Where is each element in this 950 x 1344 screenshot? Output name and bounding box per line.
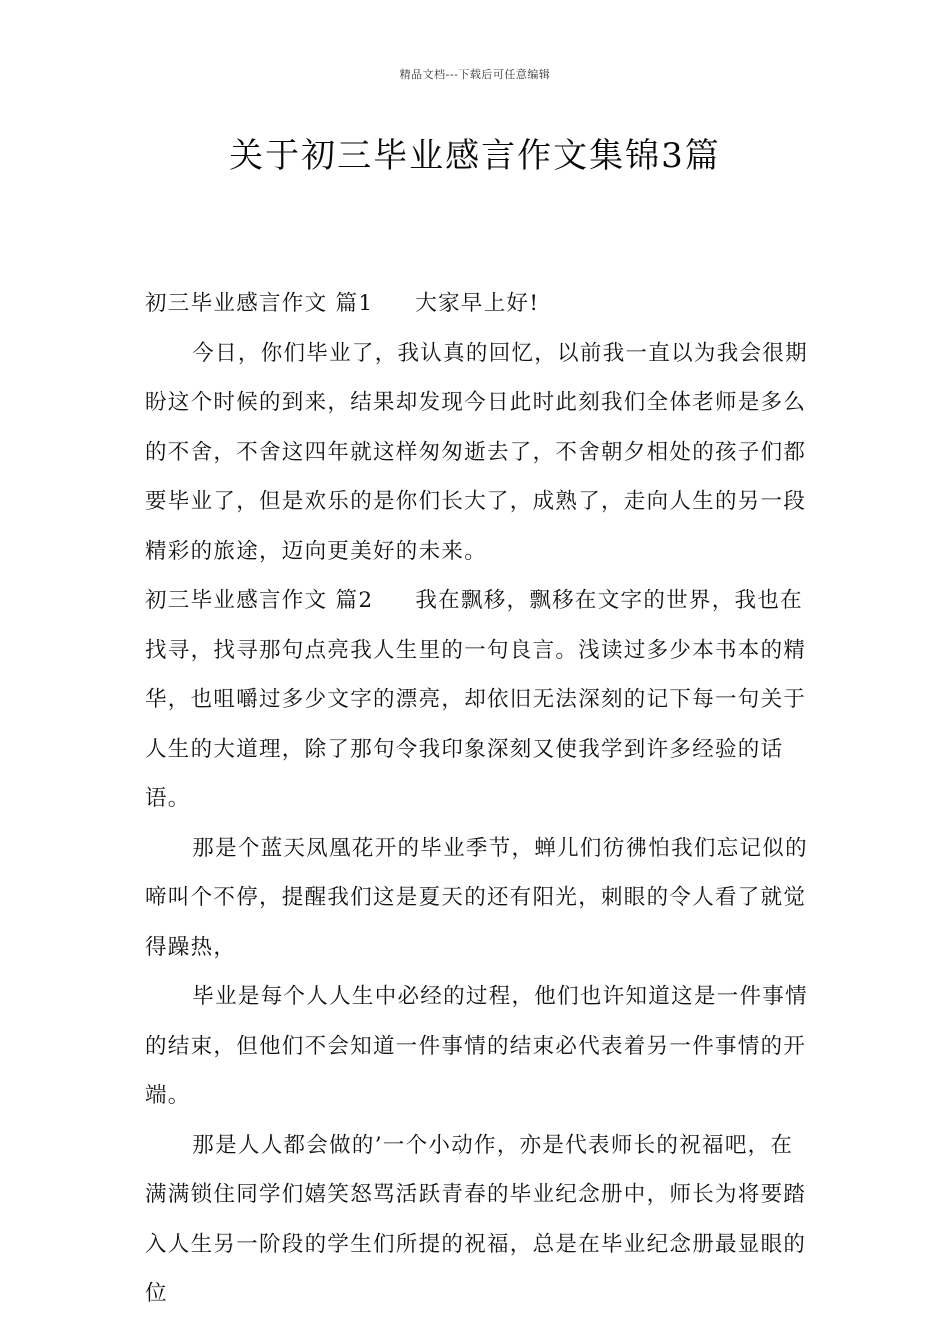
section-2-paragraph-3: 那是人人都会做的’一个小动作，亦是代表师长的祝福吧，在满满锁住同学们嬉笑怒骂活跃青春的毕业纪念册中，师长为将要踏入人生另一阶段的学生们所提的祝福，总是在毕业纪念册最显眼的位 (145, 1132, 807, 1306)
section-2-paragraph-1: 那是个蓝天凤凰花开的毕业季节，蝉儿们彷彿怕我们忘记似的啼叫个不停，提醒我们这是夏天的还有阳光，刺眼的令人看了就觉得躁热， (145, 835, 808, 960)
document-title: 关于初三毕业感言作文集锦3篇 (229, 136, 721, 176)
section-1-paragraph-1: 今日，你们毕业了，我认真的回忆，以前我一直以为我会很期盼这个时候的到来，结果却发现今日此时此刻我们全体老师是多么的不舍，不舍这四年就这样匆匆逝去了，不舍朝夕相处的孩子们都要毕业了，但是欢乐的是你们长大了，成熟了，走向人生的另一段精彩的旅途，迈向更美好的未来。 (145, 340, 808, 564)
header-note: 精品文档---下载后可任意编辑 (399, 68, 551, 81)
section-2-lead: 我在飘移，飘移在文字的世界，我也在找寻，找寻那句点亮我人生里的一句良言。浅读过多少本书本的精华，也咀嚼过多少文字的漂亮，却依旧无法深刻的记下每一句关于人生的大道理，除了那句令我印象深刻又使我学到许多经验的话语。 (145, 588, 807, 811)
section-2-heading: 初三毕业感言作文 篇2 (145, 588, 374, 613)
document-body (145, 279, 811, 1319)
section-1-lead: 大家早上好! (415, 291, 540, 316)
section-1-opening (145, 279, 811, 329)
section-2-paragraph-2: 毕业是每个人人生中必经的过程，他们也许知道这是一件事情的结束，但他们不会知道一件事情的结束必代表着另一件事情的开端。 (145, 984, 808, 1108)
section-1-heading: 初三毕业感言作文 篇1 (145, 291, 374, 316)
section-2-opening (145, 576, 811, 824)
